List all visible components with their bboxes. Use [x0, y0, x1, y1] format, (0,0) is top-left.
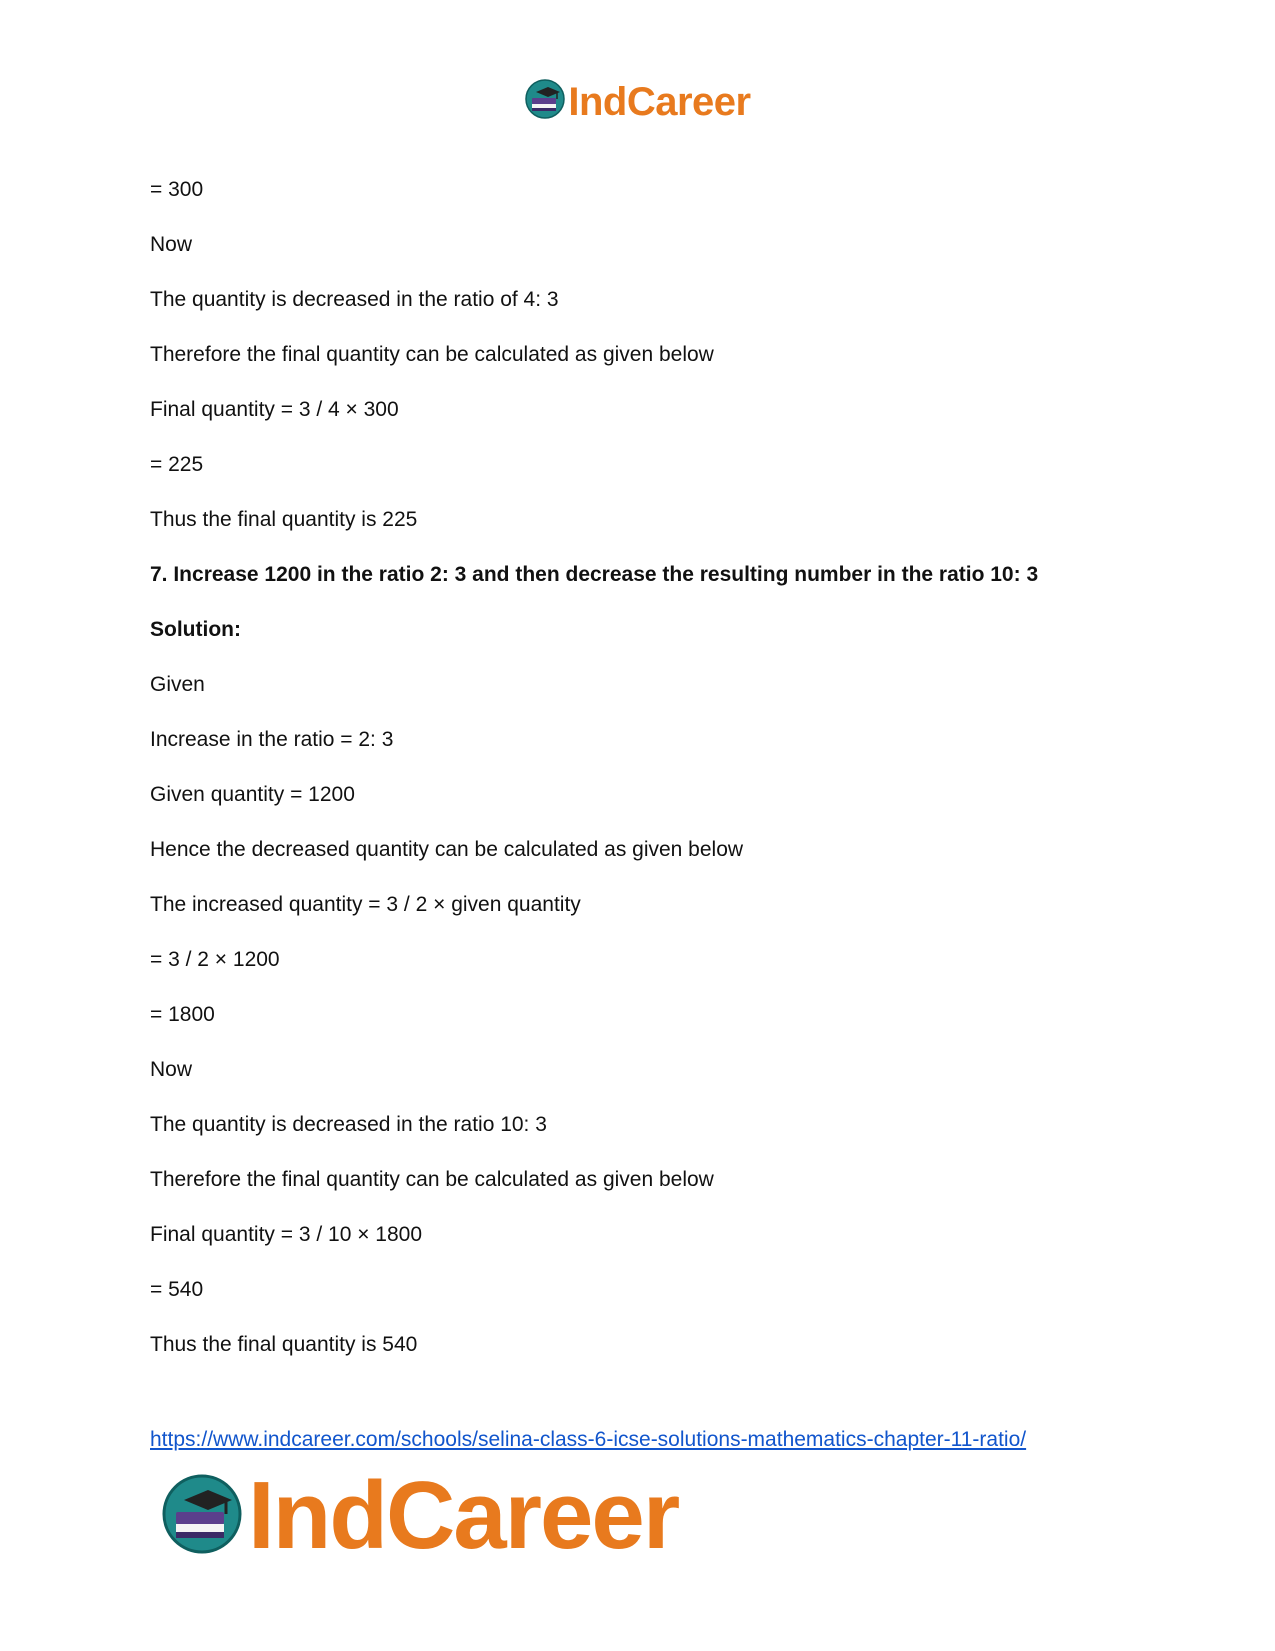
text-line: Given: [150, 673, 205, 696]
text-line: Final quantity = 3 / 4 × 300: [150, 398, 399, 421]
text-line: The increased quantity = 3 / 2 × given quantity: [150, 893, 581, 916]
source-url-link[interactable]: https://www.indcareer.com/schools/selina-class-6-icse-solutions-mathematics-chapter-11-ratio/: [150, 1428, 1027, 1451]
text-line: Thus the final quantity is 540: [150, 1333, 418, 1356]
text-line: = 225: [150, 453, 204, 476]
text-line: Therefore the final quantity can be calculated as given below: [150, 343, 714, 366]
text-line: = 3 / 2 × 1200: [150, 948, 280, 971]
text-line: Increase in the ratio = 2: 3: [150, 728, 394, 751]
text-line: Hence the decreased quantity can be calculated as given below: [150, 838, 744, 861]
text-line: Now: [150, 1058, 193, 1081]
graduation-book-globe-icon: [160, 1472, 244, 1561]
text-line: Now: [150, 233, 193, 256]
footer-logo: [160, 1462, 679, 1569]
text-line: The quantity is decreased in the ratio of 4: 3: [150, 288, 559, 311]
text-line: The quantity is decreased in the ratio 10: 3: [150, 1113, 547, 1136]
text-line: Thus the final quantity is 225: [150, 508, 418, 531]
document-body: [150, 178, 1150, 1388]
text-line: Final quantity = 3 / 10 × 1800: [150, 1223, 423, 1246]
text-line: = 300: [150, 178, 204, 201]
graduation-book-globe-icon: [524, 78, 566, 125]
footer-logo-text: IndCareer: [248, 1462, 679, 1569]
text-line: = 1800: [150, 1003, 215, 1026]
text-line: = 540: [150, 1278, 204, 1301]
header-logo-text: IndCareer: [568, 79, 751, 124]
text-line: Given quantity = 1200: [150, 783, 355, 806]
solution-label: Solution:: [150, 618, 241, 641]
header-logo: [0, 78, 1275, 125]
text-line: Therefore the final quantity can be calculated as given below: [150, 1168, 714, 1191]
question-heading: 7. Increase 1200 in the ratio 2: 3 and then decrease the resulting number in the ratio 10: 3: [150, 563, 1039, 586]
